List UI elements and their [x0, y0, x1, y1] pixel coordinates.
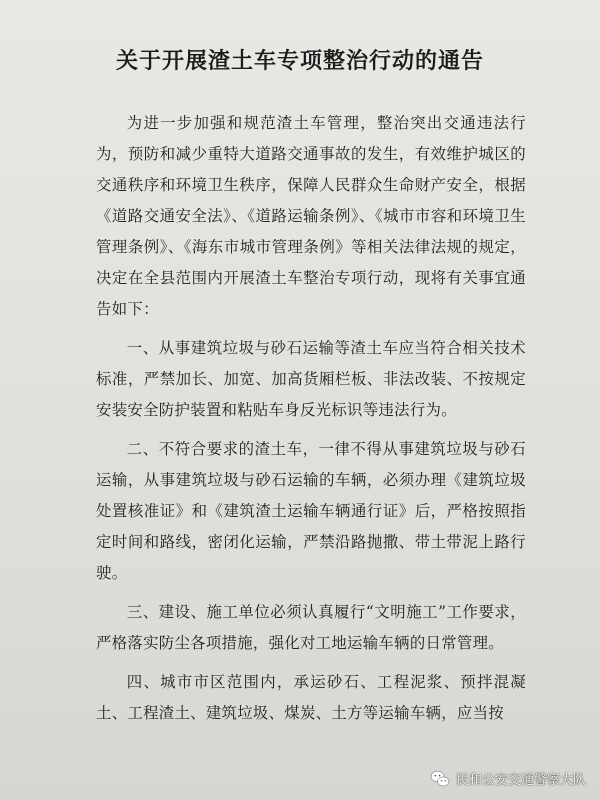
paragraph-item-3: 三、建设、施工单位必须认真履行“文明施工”工作要求，严格落实防尘各项措施，强化对工地运输车辆的日常管理。	[96, 603, 526, 652]
watermark-text: 民和公安交通警察大队	[455, 773, 586, 788]
wechat-icon	[430, 770, 450, 788]
document-title: 关于开展渣土车专项整治行动的通告	[115, 48, 484, 74]
paragraph-item-4: 四、城市市区范围内，承运砂石、工程泥浆、预拌混凝土、工程渣土、建筑垃圾、煤炭、土方等运输车辆，应当按	[96, 673, 526, 722]
document-body	[96, 108, 526, 737]
paragraph-item-2: 二、不符合要求的渣土车，一律不得从事建筑垃圾与砂石运输，从事建筑垃圾与砂石运输的车辆，必须办理《建筑垃圾处置核准证》和《建筑渣土运输车辆通行证》后，严格按照指定时间和路线，密闭化运输，严禁沿路抛撒、带土带泥上路行驶。	[96, 440, 526, 582]
paragraph-intro: 为进一步加强和规范渣土车管理，整治突出交通违法行为，预防和减少重特大道路交通事故的发生，有效维护城区的交通秩序和环境卫生秩序，保障人民群众生命财产安全，根据《道路交通安全法》、《道路运输条例》、《城市市容和环境卫生管理条例》、《海东市城市管理条例》等相关法律法规的规定，决定在全县范围内开展渣土车整治专项行动，现将有关事宜通告如下：	[96, 114, 526, 318]
paragraph-item-1: 一、从事建筑垃圾与砂石运输等渣土车应当符合相关技术标准，严禁加长、加宽、加高货厢栏板、非法改装、不按规定安装安全防护装置和粘贴车身反光标识等违法行为。	[96, 339, 526, 419]
wechat-watermark	[430, 769, 586, 788]
